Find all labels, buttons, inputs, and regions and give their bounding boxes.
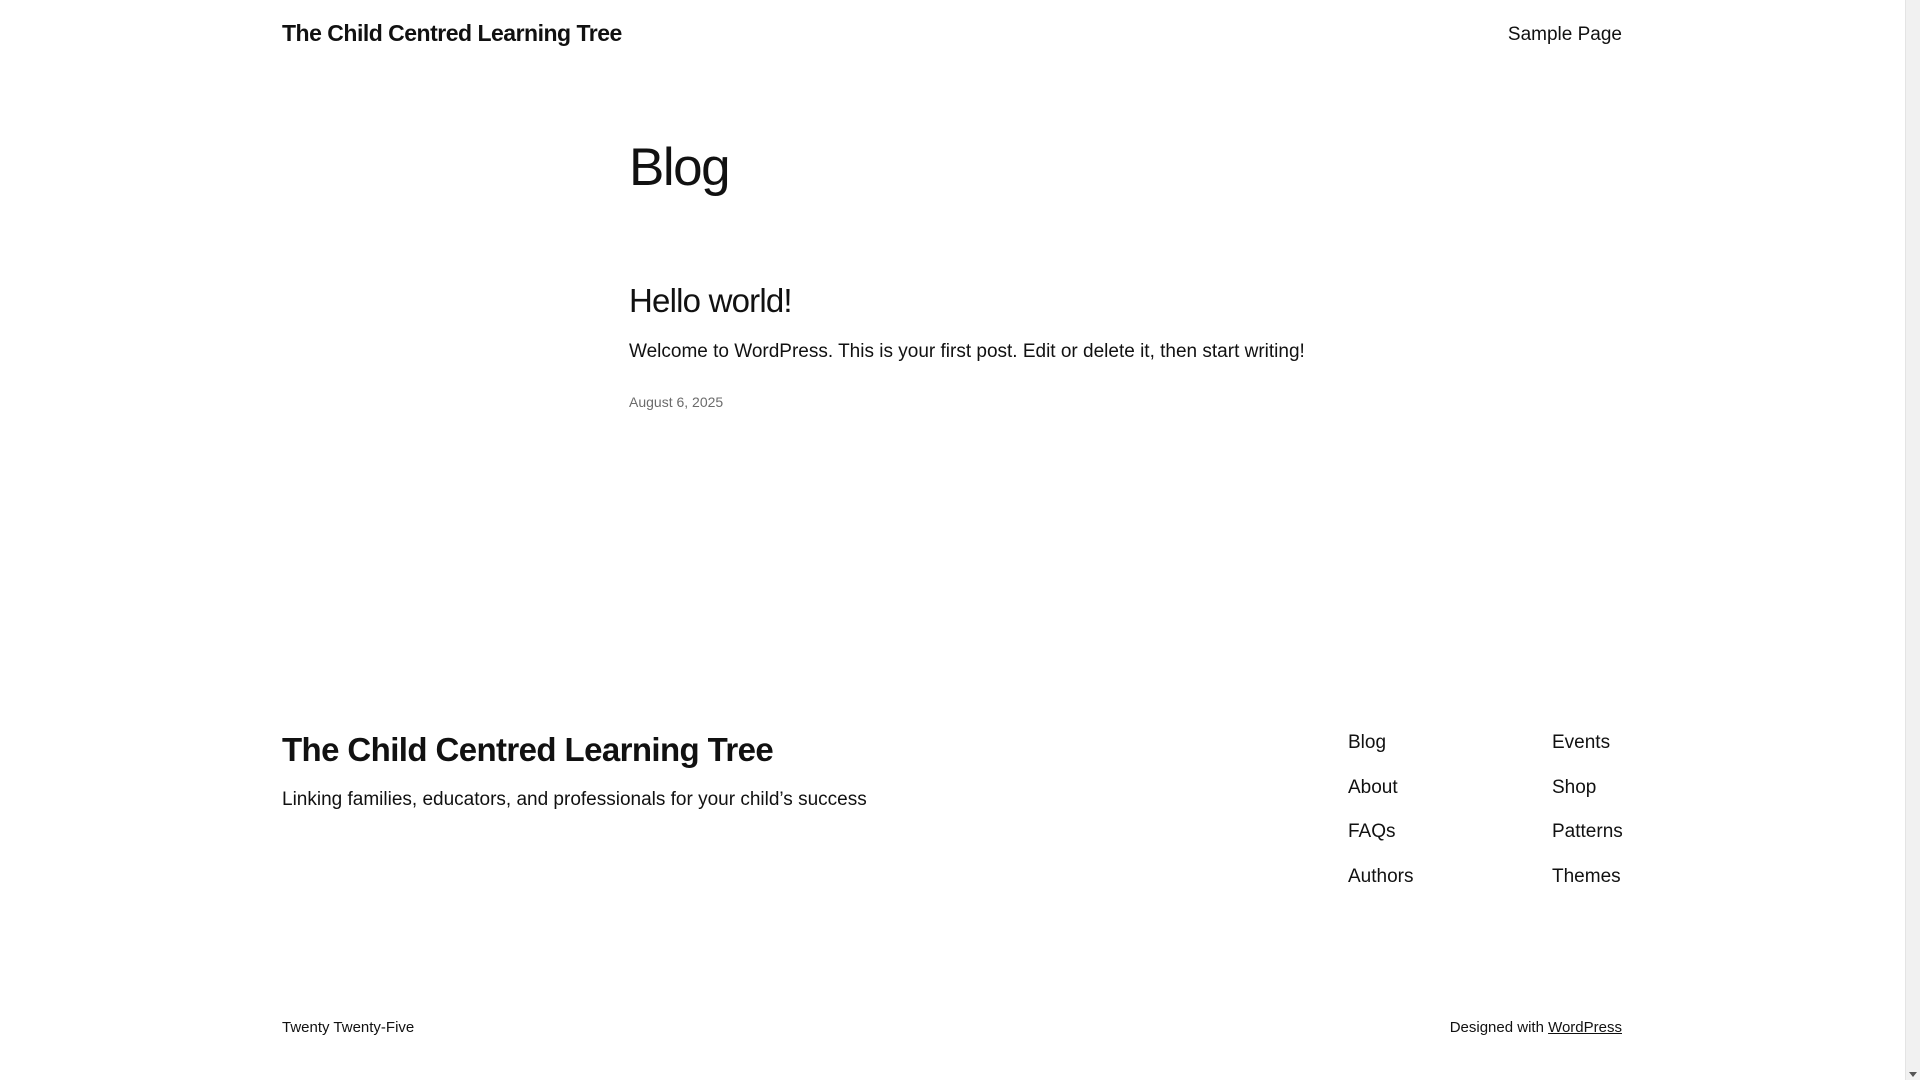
- post-excerpt: Welcome to WordPress. This is your first post. Edit or delete it, then start writing!: [629, 341, 1305, 362]
- footer-nav-item: [1348, 864, 1413, 909]
- page-title: Blog: [629, 138, 730, 197]
- footer-link-authors[interactable]: Authors: [1348, 865, 1414, 887]
- footer-nav-item: [1552, 730, 1623, 775]
- footer-nav-item: [1552, 775, 1623, 820]
- footer-link-patterns[interactable]: Patterns: [1552, 821, 1623, 842]
- footer-link-shop[interactable]: Shop: [1552, 776, 1597, 798]
- footer-link-events[interactable]: Events: [1552, 732, 1611, 753]
- designed-with-label: Designed with: [1449, 1019, 1549, 1036]
- footer-nav-column-2: [1552, 730, 1623, 908]
- footer-nav-column-1: [1348, 730, 1413, 908]
- footer-link-themes[interactable]: Themes: [1552, 865, 1621, 887]
- footer-nav-item: [1348, 775, 1413, 820]
- theme-credit: Twenty Twenty-Five: [282, 1019, 415, 1036]
- footer-nav-item: [1552, 864, 1623, 909]
- wordpress-link[interactable]: WordPress: [1548, 1019, 1622, 1036]
- footer-link-blog[interactable]: Blog: [1348, 732, 1387, 753]
- nav-item-sample-page[interactable]: Sample Page: [1507, 24, 1622, 45]
- designed-with-credit: [1450, 1019, 1622, 1036]
- post-title-link[interactable]: Hello world!: [629, 282, 792, 319]
- footer-site-title[interactable]: The Child Centred Learning Tree: [282, 731, 774, 768]
- footer-nav-item: [1348, 819, 1413, 864]
- footer-nav-item: [1348, 730, 1413, 775]
- scroll-down-arrow-icon[interactable]: [1909, 1072, 1917, 1077]
- vertical-scrollbar[interactable]: [1905, 0, 1920, 1080]
- footer-link-faqs[interactable]: FAQs: [1348, 821, 1396, 842]
- footer-tagline: Linking families, educators, and professionals for your child’s success: [282, 789, 867, 810]
- site-title-link[interactable]: The Child Centred Learning Tree: [282, 20, 622, 46]
- footer-nav-item: [1552, 819, 1623, 864]
- footer-link-about[interactable]: About: [1348, 776, 1398, 798]
- post-date: August 6, 2025: [629, 394, 724, 410]
